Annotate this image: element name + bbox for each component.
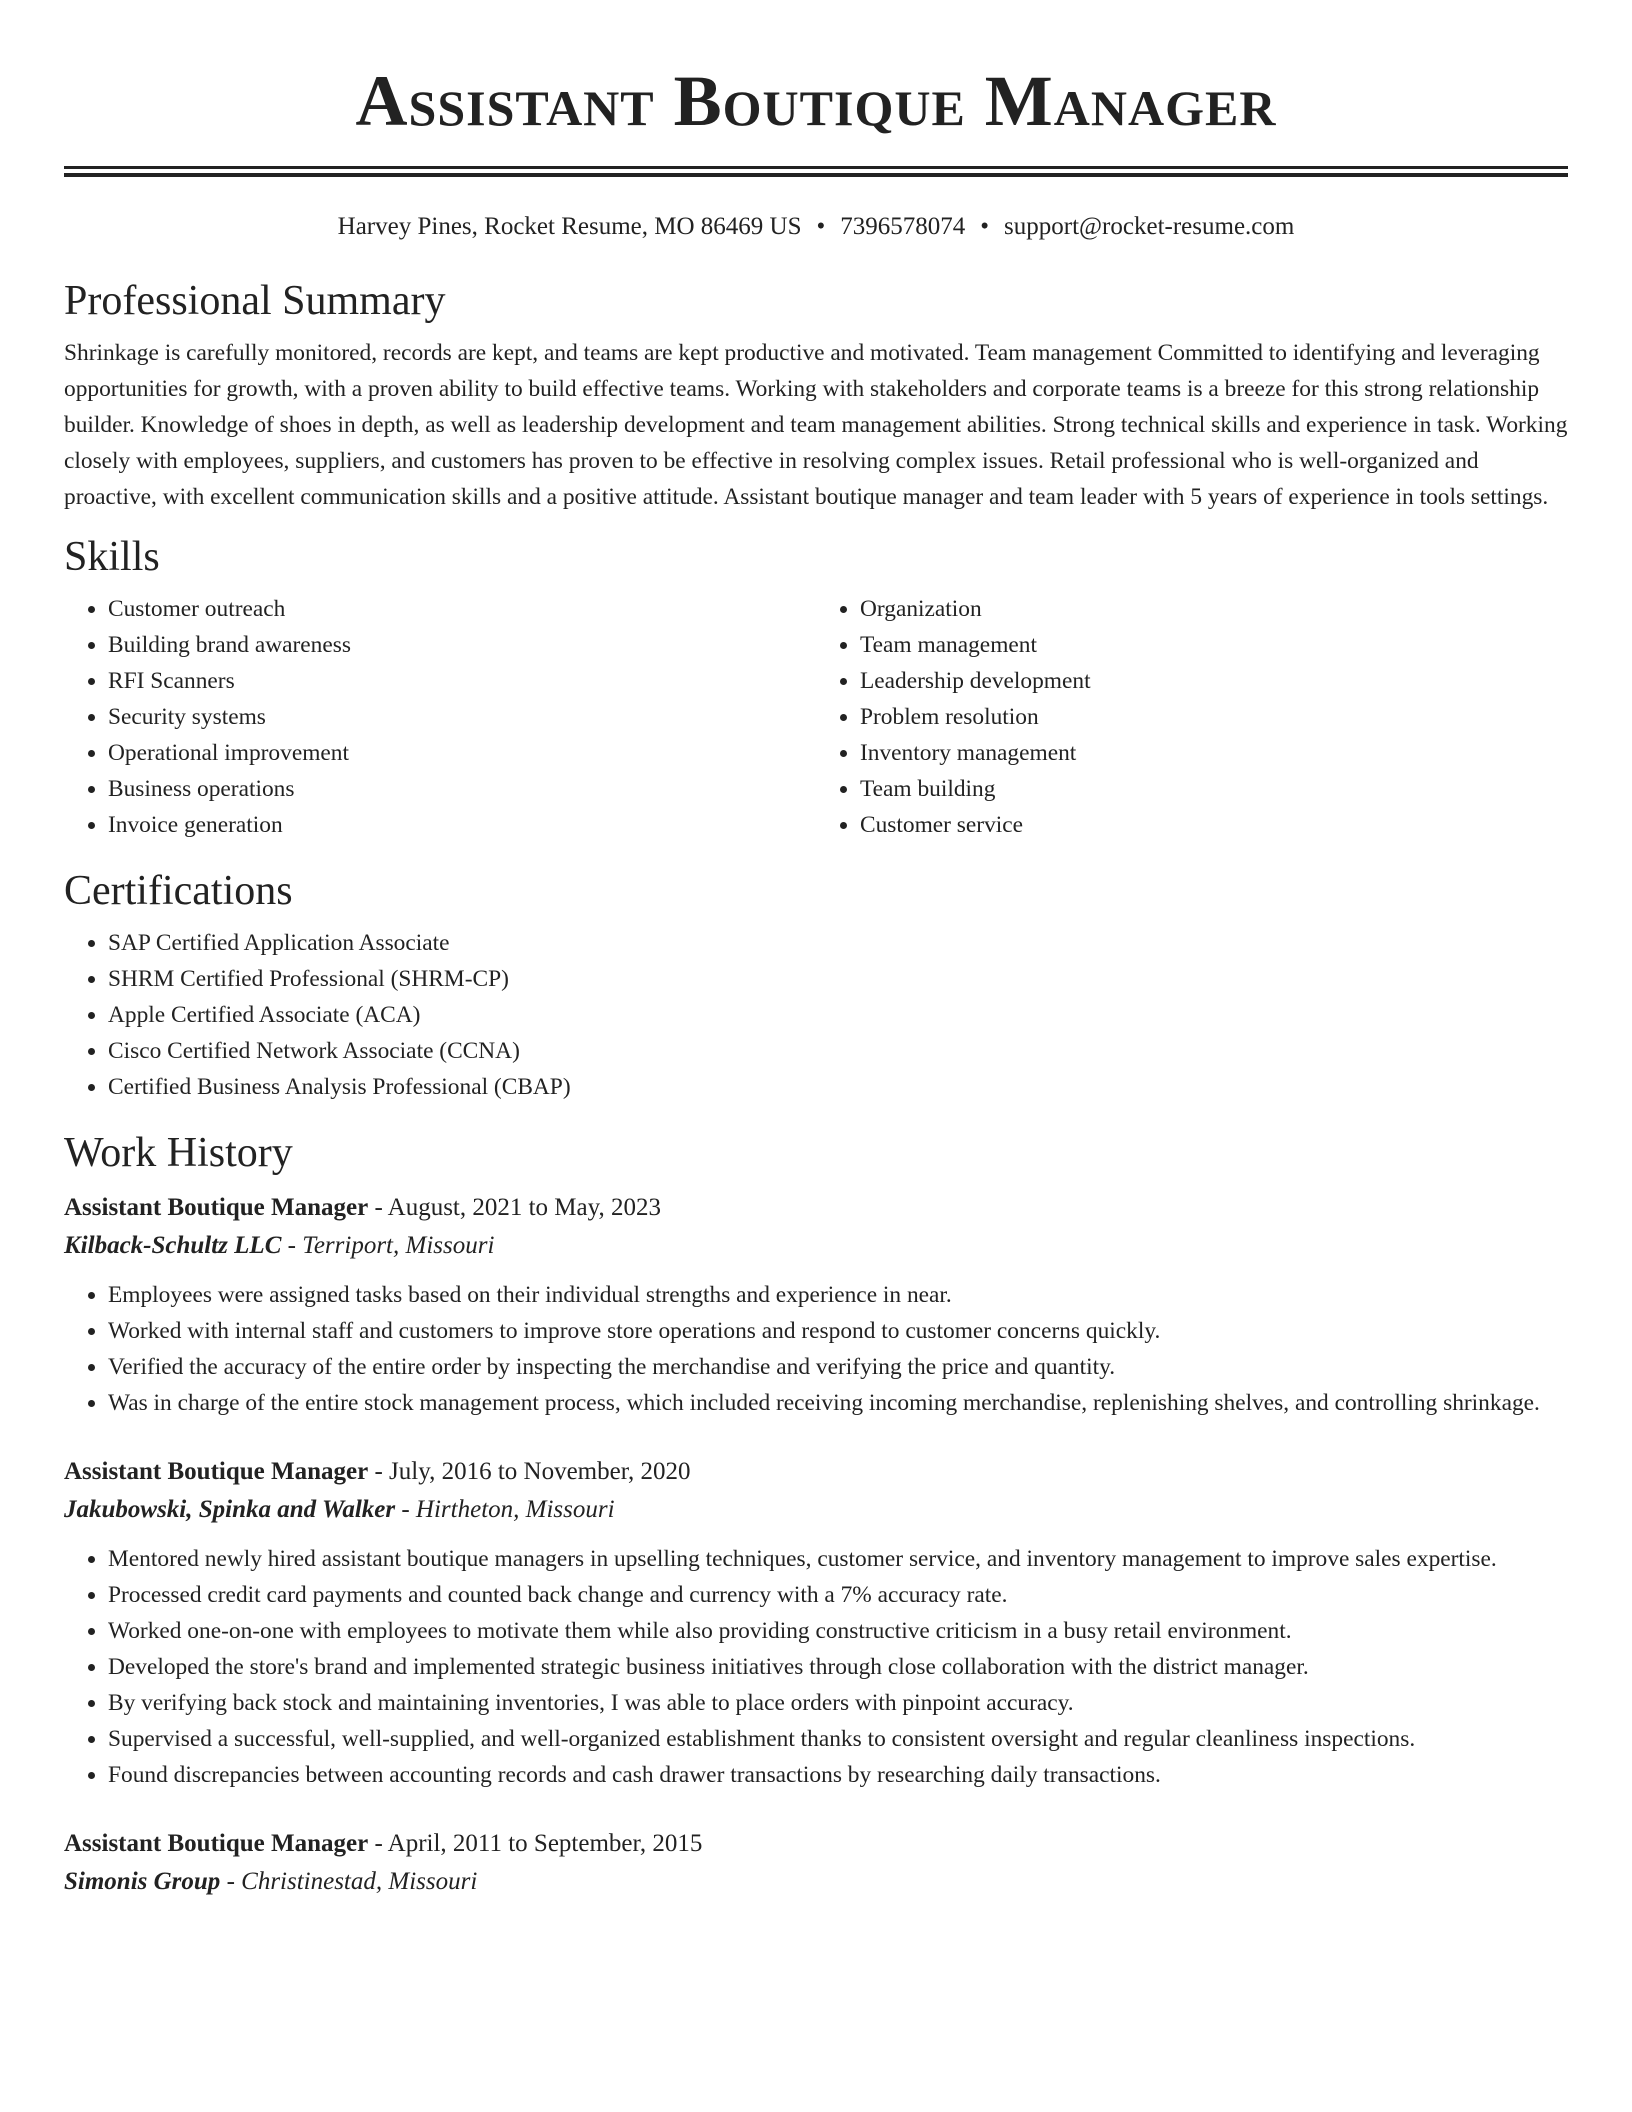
job-duty: • Worked with internal staff and customers to improve store operations and respond to customer concerns quickly. <box>108 1313 1568 1349</box>
summary-text: Shrinkage is carefully monitored, records are kept, and teams are kept productive and motivated. Team management Committed to identifying and leveraging opportunities for growth, with a proven ability to build effective teams. Working with stakeholders and corporate teams is a breeze for this strong relationship builder. Knowledge of shoes in depth, as well as leadership development and team management abilities. Strong technical skills and experience in task. Working closely with employees, suppliers, and customers has proven to be effective in resolving complex issues. Retail professional who is well-organized and proactive, with excellent communication skills and a positive attitude. Assistant boutique manager and team leader with 5 years of experience in tools settings. <box>64 340 1568 510</box>
certifications-list <box>64 925 1568 1105</box>
skill-item: • Organization <box>860 591 1568 627</box>
job-entry <box>64 1189 1568 1421</box>
job-company: Jakubowski, Spinka and Walker <box>64 1496 396 1523</box>
certification-item: • SAP Certified Application Associate <box>108 925 1568 961</box>
skill-item: • Customer outreach <box>108 591 816 627</box>
title-divider <box>64 166 1568 177</box>
job-duty: • Supervised a successful, well-supplied, and well-organized establishment thanks to consistent oversight and regular cleanliness inspections. <box>108 1721 1568 1757</box>
certifications-section <box>64 865 1568 1105</box>
skills-section <box>64 531 1568 843</box>
skill-item: • Leadership development <box>860 663 1568 699</box>
skill-item: • Customer service <box>860 807 1568 843</box>
section-heading-certifications: Certifications <box>64 868 293 914</box>
skill-item: • Problem resolution <box>860 699 1568 735</box>
job-duty: • Verified the accuracy of the entire order by inspecting the merchandise and verifying the price and quantity. <box>108 1349 1568 1385</box>
job-duty: • Developed the store's brand and implemented strategic business initiatives through close collaboration with the district manager. <box>108 1649 1568 1685</box>
page-title: Assistant Boutique Manager <box>355 61 1277 141</box>
contact-email: support@rocket-resume.com <box>1004 213 1295 240</box>
job-duty: • Processed credit card payments and counted back change and currency with a 7% accuracy rate. <box>108 1577 1568 1613</box>
skill-item: • Inventory management <box>860 735 1568 771</box>
job-duties <box>64 1277 1568 1421</box>
job-location: - Hirtheton, Missouri <box>395 1496 615 1523</box>
job-entry <box>64 1825 1568 1901</box>
section-heading-summary: Professional Summary <box>64 278 446 324</box>
skill-item: • RFI Scanners <box>108 663 816 699</box>
job-role: Assistant Boutique Manager <box>64 1194 369 1221</box>
job-duty: • By verifying back stock and maintaining inventories, I was able to place orders with pinpoint accuracy. <box>108 1685 1568 1721</box>
skill-item: • Invoice generation <box>108 807 816 843</box>
job-duty: • Employees were assigned tasks based on their individual strengths and experience in near. <box>108 1277 1568 1313</box>
job-dates: - July, 2016 to November, 2020 <box>368 1458 691 1485</box>
job-location: - Terriport, Missouri <box>281 1232 495 1259</box>
certification-item: • SHRM Certified Professional (SHRM-CP) <box>108 961 1568 997</box>
job-duty: • Was in charge of the entire stock management process, which included receiving incoming merchandise, replenishing shelves, and controlling shrinkage. <box>108 1385 1568 1421</box>
contact-line <box>64 211 1568 243</box>
skills-list-right <box>816 591 1568 843</box>
skills-columns <box>64 591 1568 843</box>
skill-item: • Team building <box>860 771 1568 807</box>
skill-item: • Team management <box>860 627 1568 663</box>
job-title-line <box>64 1189 1568 1227</box>
job-dates: - August, 2021 to May, 2023 <box>368 1194 662 1221</box>
job-duties <box>64 1541 1568 1793</box>
summary-section <box>64 275 1568 515</box>
job-company-line <box>64 1227 1568 1265</box>
contact-separator: • <box>816 213 826 240</box>
job-duty: • Worked one-on-one with employees to motivate them while also providing constructive criticism in a busy retail environment. <box>108 1613 1568 1649</box>
work-history-section <box>64 1127 1568 1901</box>
section-heading-work-history: Work History <box>64 1130 293 1176</box>
skill-item: • Operational improvement <box>108 735 816 771</box>
job-company: Simonis Group <box>64 1868 221 1895</box>
skill-item: • Security systems <box>108 699 816 735</box>
job-duty: • Found discrepancies between accounting records and cash drawer transactions by researching daily transactions. <box>108 1757 1568 1793</box>
resume-page <box>64 0 1568 1901</box>
certification-item: • Cisco Certified Network Associate (CCNA) <box>108 1033 1568 1069</box>
job-company-line <box>64 1491 1568 1529</box>
job-company: Kilback-Schultz LLC <box>64 1232 282 1259</box>
job-role: Assistant Boutique Manager <box>64 1458 369 1485</box>
job-title-line <box>64 1825 1568 1863</box>
job-location: - Christinestad, Missouri <box>220 1868 478 1895</box>
job-title-line <box>64 1453 1568 1491</box>
certification-item: • Apple Certified Associate (ACA) <box>108 997 1568 1033</box>
job-entry <box>64 1453 1568 1793</box>
skills-list-left <box>64 591 816 843</box>
contact-phone: 7396578074 <box>840 213 966 240</box>
job-company-line <box>64 1863 1568 1901</box>
skill-item: • Business operations <box>108 771 816 807</box>
contact-separator: • <box>980 213 990 240</box>
contact-address: Harvey Pines, Rocket Resume, MO 86469 US <box>337 213 802 240</box>
job-role: Assistant Boutique Manager <box>64 1830 369 1857</box>
skill-item: • Building brand awareness <box>108 627 816 663</box>
certification-item: • Certified Business Analysis Professional (CBAP) <box>108 1069 1568 1105</box>
job-dates: - April, 2011 to September, 2015 <box>368 1830 703 1857</box>
section-heading-skills: Skills <box>64 534 160 580</box>
job-duty: • Mentored newly hired assistant boutique managers in upselling techniques, customer service, and inventory management to improve sales expertise. <box>108 1541 1568 1577</box>
